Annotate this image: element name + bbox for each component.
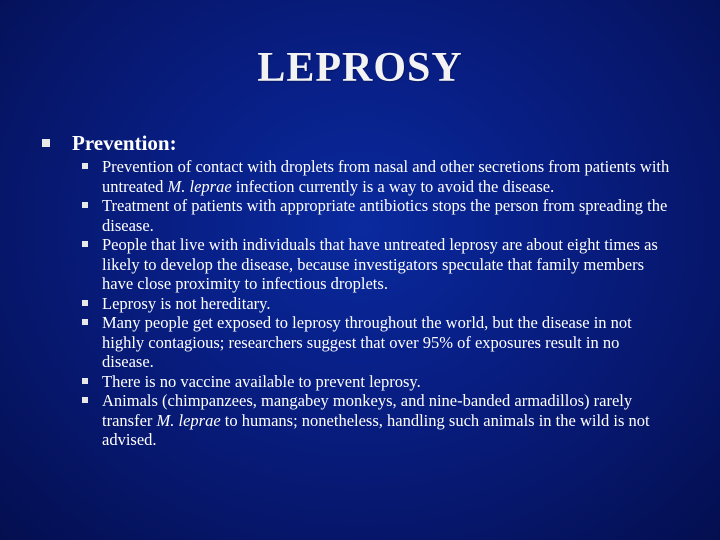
list-item [82, 196, 682, 235]
list-item [82, 157, 682, 196]
square-bullet-icon [82, 397, 88, 403]
slide-title: LEPROSY [257, 45, 463, 91]
square-bullet-icon [82, 319, 88, 325]
list-item-text: Treatment of patients with appropriate antibiotics stops the person from spreading the disease. [102, 196, 668, 235]
list-item [82, 313, 682, 372]
square-bullet-icon [82, 378, 88, 384]
main-bullet-text: Prevention: [72, 131, 177, 155]
list-item-text: Leprosy is not hereditary. [102, 293, 271, 313]
list-item [82, 391, 682, 450]
square-bullet-icon [82, 241, 88, 247]
list-item-text: People that live with individuals that have untreated leprosy are about eight times as likely to develop the disease, because investigators speculate that family members have close proximity to infectious droplets. [102, 235, 658, 293]
italic-term: M. leprae [156, 410, 221, 430]
square-bullet-icon [42, 139, 50, 147]
italic-term: M. leprae [167, 176, 232, 196]
main-bullet-row [42, 129, 682, 157]
square-bullet-icon [82, 202, 88, 208]
main-bullet [42, 129, 682, 157]
list-item-text: There is no vaccine available to prevent leprosy. [102, 371, 421, 391]
list-item [82, 235, 682, 294]
list-item [82, 294, 682, 314]
list-item-text: Animals (chimpanzees, mangabey monkeys, and nine-banded armadillos) rarely transfer M. leprae to humans; nonetheless, handling such animals in the wild is not advised. [102, 391, 650, 449]
list-item-text: Many people get exposed to leprosy throughout the world, but the disease in not highly contagious; researchers suggest that over 95% of exposures result in no disease. [102, 313, 632, 371]
list-item [82, 372, 682, 392]
square-bullet-icon [82, 300, 88, 306]
sub-bullet-list [82, 157, 682, 450]
square-bullet-icon [82, 163, 88, 169]
list-item-text: Prevention of contact with droplets from nasal and other secretions from patients with untreated M. leprae infection currently is a way to avoid the disease. [102, 157, 670, 196]
